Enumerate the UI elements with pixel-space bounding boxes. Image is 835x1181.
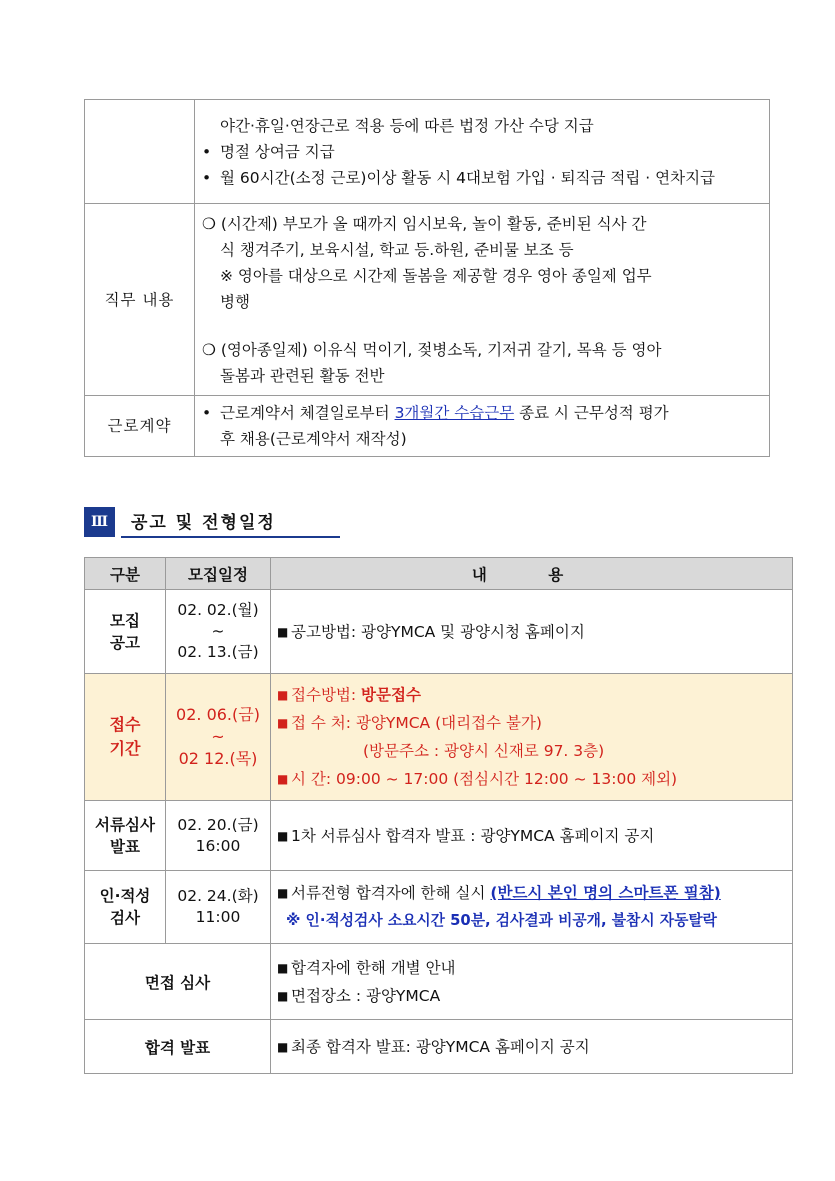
category-cell: 합격 발표 [85, 1020, 271, 1074]
duty-table [84, 99, 770, 457]
section-title: 공고 및 전형일정 [131, 513, 276, 533]
table-row [85, 801, 793, 871]
square-bullet-icon: ■ [277, 716, 289, 730]
column-header: 모집일정 [166, 558, 271, 590]
square-bullet-icon: ■ [277, 988, 289, 1003]
section-underline [121, 536, 340, 538]
category-cell: 인·적성 검사 [85, 871, 166, 944]
aptitude-line: ■ 서류전형 합격자에 한해 실시 (반드시 본인 명의 스마트폰 필참) [277, 879, 786, 907]
duty-note: ※ 영아를 대상으로 시간제 돌봄을 제공할 경우 영아 종일제 업무 [220, 266, 652, 285]
contract-cell [195, 396, 770, 457]
address-line: (방문주소 : 광양시 신재로 97. 3층) [363, 742, 605, 760]
interview-line: ■ 면접장소 : 광양YMCA [277, 982, 786, 1010]
date-cell: 02. 20.(금) 16:00 [166, 801, 271, 871]
square-bullet-icon: ■ [277, 688, 289, 702]
row-label-contract: 근로계약 [85, 396, 195, 457]
date-cell: 02. 02.(월) ~ 02. 13.(금) [166, 590, 271, 674]
duty-text: ❍ (영아종일제) 이유식 먹이기, 젖병소독, 기저귀 갈기, 목욕 등 영아 [202, 340, 662, 359]
square-bullet-icon: ■ [277, 828, 289, 843]
table-row [85, 100, 770, 204]
column-header: 구분 [85, 558, 166, 590]
time-line: ■ 시 간: 09:00 ~ 17:00 (점심시간 12:00 ~ 13:00 제외) [277, 765, 786, 793]
benefits-cell [195, 100, 770, 204]
square-bullet-icon: ■ [277, 772, 289, 786]
content-cell [271, 944, 793, 1020]
duty-note: 병행 [220, 292, 250, 311]
method-line: ■ 접수방법: 방문접수 [277, 681, 786, 709]
aptitude-note: ※ 인·적성검사 소요시간 50분, 검사결과 비공개, 불참시 자동탈락 [286, 912, 717, 929]
contract-text: 후 채용(근로계약서 재작성) [220, 430, 407, 448]
square-bullet-icon: ■ [277, 1039, 289, 1054]
content-cell: ■ 1차 서류심사 합격자 발표 : 광양YMCA 홈페이지 공지 [271, 801, 793, 871]
category-cell: 서류심사 발표 [85, 801, 166, 871]
duties-cell [195, 204, 770, 396]
table-row [85, 944, 793, 1020]
bullet-icon: • [202, 404, 212, 422]
duty-text: ❍ (시간제) 부모가 올 때까지 임시보육, 놀이 활동, 준비된 식사 간 [202, 214, 647, 233]
content-cell [271, 674, 793, 801]
table-row [85, 1020, 793, 1074]
smartphone-required-text: (반드시 본인 명의 스마트폰 필참) [490, 884, 721, 902]
category-cell: 접수 기간 [85, 674, 166, 801]
content-cell: ■ 공고방법: 광양YMCA 및 광양시청 홈페이지 [271, 590, 793, 674]
table-row [85, 396, 770, 457]
column-header: 내 용 [271, 558, 793, 590]
section-header [84, 507, 340, 537]
duty-text: 식 챙겨주기, 보육시설, 학교 등.하원, 준비물 보조 등 [220, 240, 574, 259]
benefit-line: • 명절 상여금 지급 [202, 139, 761, 165]
table-row [85, 871, 793, 944]
probation-link[interactable]: 3개월간 수습근무 [394, 404, 515, 422]
square-bullet-icon: ■ [277, 886, 289, 900]
square-bullet-icon: ■ [277, 624, 289, 639]
bullet-icon: • [202, 142, 212, 161]
date-cell: 02. 24.(화) 11:00 [166, 871, 271, 944]
row-label-duties: 직무 내용 [85, 204, 195, 396]
bullet-icon: • [202, 168, 212, 187]
table-row [85, 590, 793, 674]
category-cell: 면접 심사 [85, 944, 271, 1020]
table-row [85, 204, 770, 396]
contract-text: • 근로계약서 체결일로부터 3개월간 수습근무 종료 시 근무성적 평가 [202, 400, 761, 426]
content-cell [271, 871, 793, 944]
benefit-line: • 월 60시간(소정 근로)이상 활동 시 4대보험 가입 · 퇴직금 적립 · 연차지급 [202, 165, 761, 191]
square-bullet-icon: ■ [277, 960, 289, 975]
row-label [85, 100, 195, 204]
section-number: Ⅲ [84, 507, 115, 537]
duty-text: 돌봄과 관련된 활동 전반 [220, 366, 385, 385]
interview-line: ■ 합격자에 한해 개별 안내 [277, 954, 786, 982]
table-header-row [85, 558, 793, 590]
benefit-line: 야간·휴일·연장근로 적용 등에 따른 법정 가산 수당 지급 [220, 116, 594, 135]
schedule-table [84, 557, 793, 1074]
date-cell: 02. 06.(금) ~ 02 12.(목) [166, 674, 271, 801]
category-cell: 모집 공고 [85, 590, 166, 674]
place-line: ■ 접 수 처: 광양YMCA (대리접수 불가) [277, 709, 786, 737]
table-row-highlighted [85, 674, 793, 801]
content-cell: ■ 최종 합격자 발표: 광양YMCA 홈페이지 공지 [271, 1020, 793, 1074]
